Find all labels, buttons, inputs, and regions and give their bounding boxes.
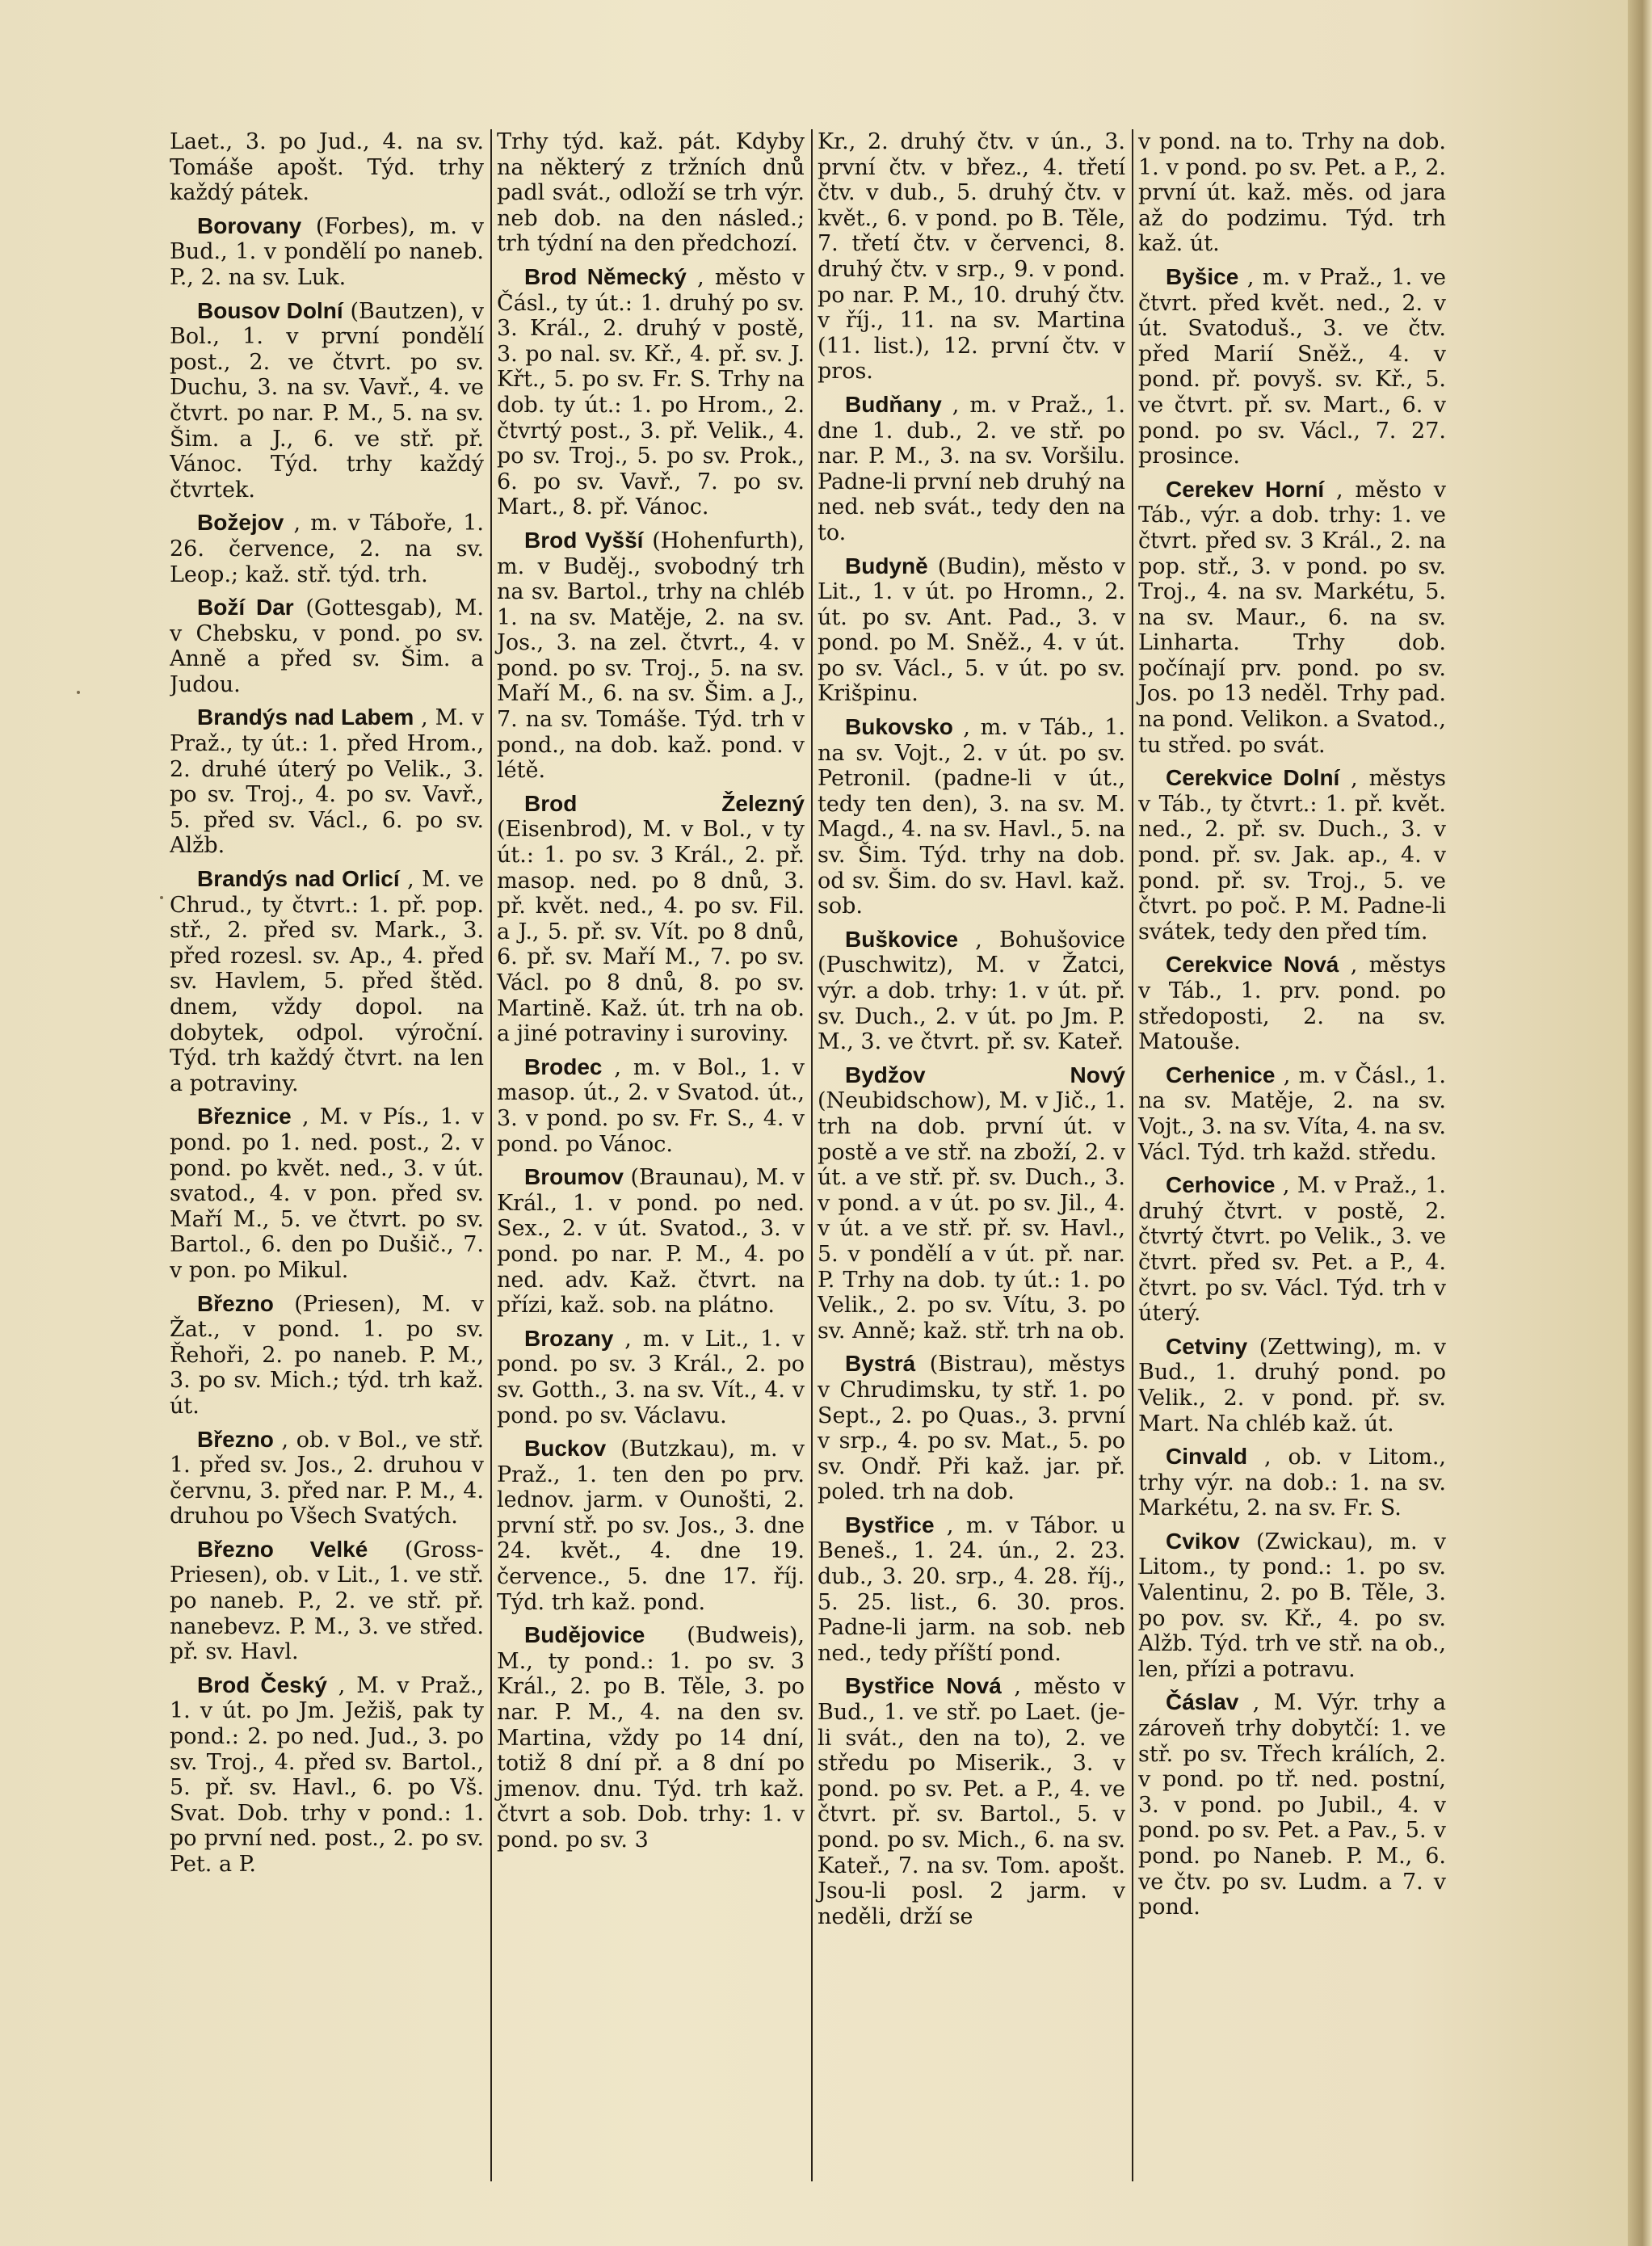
entry-text: , městys v Táb., 1. prv. pond. po středoposti, 2. na sv. Matouše.: [1138, 953, 1447, 1055]
market-entry: [1138, 477, 1446, 759]
market-entry: [170, 595, 484, 697]
entry-headword: Cetviny: [1166, 1333, 1248, 1359]
entry-headword: Byšice: [1166, 263, 1239, 289]
entry-text: , M. Výr. trhy a zároveň trhy dobytčí: 1. ve stř. po sv. Třech králích, 2. v pond. po tř. ned. postní, 3. v pond. po Jubil., 4. v pond. po sv. Pet. a Pav., 5. v pond. po Naneb. P. M., 6. ve čtv. po sv. Ludm. a 7. v pond.: [1138, 1690, 1446, 1920]
entry-headword: Brod Vyšší: [524, 527, 644, 553]
entry-text: (Gottesgab), M. v Chebsku, v pond. po sv. Anně a před sv. Šim. a Judou.: [170, 595, 484, 697]
page-edge: [1628, 0, 1652, 2246]
entry-headword: Čáslav: [1166, 1689, 1239, 1715]
market-entry: [170, 1672, 484, 1878]
entry-headword: Cerhovice: [1166, 1172, 1276, 1198]
entry-headword: Cerekev Horní: [1166, 476, 1325, 502]
column-1: [170, 129, 490, 2181]
entry-headword: Březno Velké: [197, 1536, 368, 1562]
paper-speck: [160, 896, 163, 899]
market-entry: [170, 213, 484, 291]
market-entry: [818, 714, 1125, 919]
entry-text: , městys v Táb., ty čtvrt.: 1. př. květ. ned., 2. př. sv. Duch., 3. v pond. př. sv. Jak. ap., 4. v pond. př. sv. Troj., 5. ve čtvrt. po poč. P. M. Padne-li svátek, tedy den před tím.: [1138, 766, 1446, 944]
entry-headword: Božejov: [197, 510, 284, 536]
entry-headword: Brandýs nad Labem: [197, 705, 414, 730]
entry-headword: Borovany: [197, 212, 302, 238]
entry-text: (Hohenfurth), m. v Buděj., svobodný trh na sv. Bartol., trhy na chléb 1. na sv. Matěje, 2. na sv. Jos., 3. na zel. čtvrt., 4. v pond. po sv. Troj., 5. na sv. Maří M., 6. na sv. Šim. a J., 7. na sv. Tomáše. Týd. trh v pond., na dob. kaž. pond. v létě.: [497, 528, 805, 784]
market-entry: [1138, 1334, 1446, 1436]
market-entry: [170, 1104, 484, 1283]
market-entry: [818, 129, 1125, 385]
entry-text: , m. v Tábor. u Beneš., 1. 24. ún., 2. 23. dub., 3. 20. srp., 4. 28. říj., 5. 25. list., 6. 30. pros. Padne-li jarm. na sob. neb ned., tedy příští pond.: [818, 1512, 1125, 1666]
entry-text: (Braunau), M. v Král., 1. v pond. po ned. Sex., 2. v út. Svatod., 3. v pond. po nar. P. M., 4. po ned. adv. Kaž. čtvrt. na přízi, kaž. sob. na plátno.: [497, 1165, 805, 1319]
entry-text: , M. ve Chrud., ty čtvrt.: 1. př. pop. stř., 2. před sv. Mark., 3. před rozesl. sv. Ap., 4. před sv. Havlem, 5. před štěd. dnem, vždy dopol. na dobytek, odpol. výroční. Týd. trh každý čtvrt. na len a potraviny.: [170, 867, 484, 1096]
entry-text: (Zwickau), m. v Litom., ty pond.: 1. po sv. Valentinu, 2. po B. Těle, 3. po pov. sv. Kř., 4. po sv. Alžb. Týd. trh ve stř. na ob., len, přízi a potravu.: [1138, 1529, 1446, 1682]
entry-headword: Broumov: [524, 1164, 624, 1190]
entry-headword: Cerekvice Nová: [1166, 952, 1339, 978]
entry-headword: Brod Český: [197, 1672, 327, 1697]
entry-headword: Budňany: [845, 391, 942, 417]
entry-text: , město v Táb., výr. a dob. trhy: 1. ve čtvrt. před sv. 3 Král., 2. na pop. stř., 3. v pond. po sv. Troj., 4. na sv. Markétu, 5. na sv. Maur., 6. na sv. Linharta. Trhy dob. počínají prv. pond. po sv. Jos. po 13 neděl. Trhy pad. na pond. Velikon. a Svatod., tu střed. po svát.: [1138, 477, 1446, 758]
entry-headword: Budyně: [845, 553, 928, 578]
entry-text: (Priesen), M. v Žat., v pond. 1. po sv. Řehoři, 2. po naneb. P. M., 3. po sv. Mich.; týd. trh kaž. út.: [170, 1291, 484, 1419]
entry-text: , m. v Lit., 1. v pond. po sv. 3 Král., 2. po sv. Gotth., 3. na sv. Vít., 4. v pond. po sv. Václavu.: [497, 1326, 805, 1428]
entry-text: , m. v Bol., 1. v masop. út., 2. v Svatod. út., 3. v pond. po sv. Fr. S., 4. v pond. po Vánoc.: [497, 1054, 805, 1157]
entry-headword: Bydžov Nový: [845, 1062, 1125, 1087]
market-entry: [170, 1537, 484, 1665]
column-3: [811, 129, 1132, 2181]
market-entry: [497, 1436, 805, 1615]
entry-headword: Bystřice Nová: [845, 1673, 1002, 1699]
entry-headword: Brod Železný: [524, 790, 805, 816]
entry-text: , M. v Pís., 1. v pond. po 1. ned. post., 2. v pond. po květ. ned., 3. v út. svatod., 4. v pon. před sv. Maří M., 5. ve čtvrt. po sv. Bartol., 6. den po Dušič., 7. v pon. po Mikul.: [170, 1104, 484, 1283]
market-entry: [170, 866, 484, 1096]
entry-headword: Buckov: [524, 1436, 607, 1462]
market-entry: [497, 1054, 805, 1157]
entry-headword: Cinvald: [1166, 1444, 1248, 1470]
entry-headword: Bousov Dolní: [197, 297, 343, 323]
entry-text: , M. v Praž., 1. druhý čtvrt. v postě, 2. čtvrtý čtvrt. po Velik., 3. ve čtvrt. před sv. Pet. a P., 4. čtvrt. po sv. Václ. Týd. trh v úterý.: [1138, 1173, 1447, 1327]
entry-text: Kr., 2. druhý čtv. v ún., 3. první čtv. v břez., 4. třetí čtv. v dub., 5. druhý čtv. v květ., 6. v pond. po B. Těle, 7. třetí čtv. v červenci, 8. druhý čtv. v srp., 9. v pond. po nar. P. M., 10. druhý čtv. v říj., 11. na sv. Martina (11. list.), 12. první čtv. v pros.: [818, 129, 1125, 385]
entry-text: (Bautzen), v Bol., 1. v první pondělí post., 2. ve čtvrt. po sv. Duchu, 3. na sv. Vavř., 4. ve čtvrt. po nar. P. M., 5. na sv. Šim. a J., 6. ve stř. př. Vánoc. Týd. trhy každý čtvrtek.: [170, 298, 484, 503]
entry-text: , m. v Praž., 1. dne 1. dub., 2. ve stř. po nar. P. M., 3. na sv. Voršilu. Padne-li první neb druhý na ned. neb svát., tedy den na to.: [818, 392, 1125, 545]
market-entry: [170, 705, 484, 859]
entry-text: , m. v Táb., 1. na sv. Vojt., 2. v út. po sv. Petronil. (padne-li v út., tedy ten den), 3. na sv. M. Magd., 4. na sv. Havl., 5. na sv. Šim. Týd. trhy na dob. od sv. Šim. do sv. Havl. kaž. sob.: [818, 715, 1125, 919]
entry-headword: Březno: [197, 1290, 274, 1316]
column-4: [1132, 129, 1452, 2181]
entry-text: , ob. v Litom., trhy výr. na dob.: 1. na sv. Markétu, 2. na sv. Fr. S.: [1138, 1445, 1446, 1521]
entry-text: , město v Čásl., ty út.: 1. druhý po sv. 3. Král., 2. druhý v postě, 3. po nal. sv. Kř., 4. př. sv. J. Křt., 5. po sv. Fr. S. Trhy na dob. ty út.: 1. po Hrom., 2. čtvrtý post., 3. př. Velik., 4. po sv. Troj., 5. po sv. Prok., 6. po sv. Vavř., 7. po sv. Mart., 8. př. Vánoc.: [497, 264, 805, 520]
entry-text: v pond. na to. Trhy na dob. 1. v pond. po sv. Pet. a P., 2. první út. kaž. měs. od jara až do podzimu. Týd. trh kaž. út.: [1138, 129, 1446, 257]
entry-headword: Budějovice: [524, 1622, 645, 1648]
text-columns: [170, 129, 1454, 2181]
entry-headword: Cerhenice: [1166, 1062, 1276, 1087]
market-entry: [1138, 1062, 1446, 1165]
entry-headword: Bystřice: [845, 1512, 935, 1537]
market-entry: [1138, 1172, 1446, 1327]
market-entry: [1138, 765, 1446, 944]
market-entry: [497, 791, 805, 1047]
entry-text: (Budweis), M., ty pond.: 1. po sv. 3 Král., 2. po B. Těle, 3. po nar. P. M., 4. na den sv. Martina, vždy po 14 dní, totiž 8 dní př. a 8 dní po jmenov. dnu. Týd. trh kaž. čtvrt a sob. Dob. trhy: 1. v pond. po sv. 3: [497, 1623, 805, 1853]
entry-text: Laet., 3. po Jud., 4. na sv. Tomáše apošt. Týd. trhy každý pátek.: [170, 129, 484, 206]
entry-text: (Butzkau), m. v Praž., 1. ten den po prv. lednov. jarm. v Ounošti, 2. první stř. po sv. Jos., 3. dne 24. květ., 4. dne 19. července., 5. dne 17. říj. Týd. trh kaž. pond.: [497, 1436, 805, 1615]
entry-text: (Zettwing), m. v Bud., 1. druhý pond. po Velik., 2. v pond. př. sv. Mart. Na chléb kaž. út.: [1138, 1334, 1446, 1436]
entry-text: (Gross-Priesen), ob. v Lit., 1. ve stř. po naneb. P., 2. ve stř. př. nanebevz. P. M., 3. ve střed. př. sv. Havl.: [170, 1537, 484, 1665]
entry-headword: Bystrá: [845, 1351, 916, 1377]
entry-headword: Boží Dar: [197, 595, 294, 620]
market-entry: [497, 264, 805, 520]
market-entry: [1138, 1529, 1446, 1683]
market-entry: [1138, 264, 1446, 469]
market-entry: [1138, 1444, 1446, 1521]
entry-text: , Bohušovice (Puschwitz), M. v Žatci, výr. a dob. trhy: 1. v út. př. sv. Duch., 2. v út. po Jm. P. M., 3. ve čtvrt. př. sv. Kateř.: [818, 927, 1125, 1055]
entry-text: , m. v Táboře, 1. 26. července, 2. na sv. Leop.; kaž. stř. týd. trh.: [170, 511, 484, 587]
market-entry: [170, 510, 484, 587]
entry-text: (Forbes), m. v Bud., 1. v pondělí po naneb. P., 2. na sv. Luk.: [170, 213, 484, 290]
market-entry: [818, 1512, 1125, 1667]
entry-headword: Březnice: [197, 1104, 292, 1129]
entry-headword: Bukovsko: [845, 714, 953, 740]
entry-headword: Cerekvice Dolní: [1166, 765, 1340, 791]
market-entry: [818, 553, 1125, 708]
entry-headword: Brozany: [524, 1325, 614, 1351]
market-entry: [818, 392, 1125, 546]
market-entry: [170, 298, 484, 503]
entry-headword: Brodec: [524, 1054, 603, 1079]
market-entry: [170, 129, 484, 206]
column-2: [490, 129, 811, 2181]
entry-text: (Budin), město v Lit., 1. v út. po Hromn., 2. út. po sv. Ant. Pad., 3. v pond. po M. Sněž., 4. v út. po sv. Václ., 5. v út. po sv. Krišpinu.: [818, 553, 1125, 707]
market-entry: [497, 1622, 805, 1853]
entry-headword: Brod Německý: [524, 263, 687, 289]
entry-headword: Brandýs nad Orlicí: [197, 866, 400, 892]
market-entry: [1138, 952, 1446, 1054]
market-entry: [818, 1351, 1125, 1505]
entry-text: (Bistrau), městys v Chrudimsku, ty stř. 1. po Sept., 2. po Quas., 3. první v srp., 4. po sv. Mat., 5. po sv. Ondř. Při kaž. jar. př. poled. trh na dob.: [818, 1352, 1125, 1505]
market-entry: [1138, 129, 1446, 257]
entry-text: (Neubidschow), M. v Jič., 1. trh na dob. první út. v postě a ve stř. na zboží, 2. v út. a ve stř. př. sv. Duch., 3. v pond. a v út. po sv. Jil., 4. v út. a ve stř. př. sv. Havl., 5. v pondělí a v út. př. nar. P. Trhy na dob. ty út.: 1. po Velik., 2. po sv. Vítu, 3. po sv. Anně; kaž. stř. trh na ob.: [818, 1088, 1125, 1344]
market-entry: [170, 1291, 484, 1420]
entry-text: , m. v Čásl., 1. na sv. Matěje, 2. na sv. Vojt., 3. na sv. Víta, 4. na sv. Václ. Týd. trh každ. středu.: [1138, 1062, 1446, 1165]
market-entry: [1138, 1689, 1446, 1920]
entry-text: , m. v Praž., 1. ve čtvrt. před květ. ned., 2. v út. Svatoduš., 3. ve čtv. před Marií Sněž., 4. v pond. př. povyš. sv. Kř., 5. ve čtvrt. př. sv. Mart., 6. v pond. po sv. Václ., 7. 27. prosince.: [1138, 264, 1446, 469]
paper-speck: [77, 691, 80, 694]
market-entry: [170, 1427, 484, 1529]
market-entry: [497, 1326, 805, 1428]
entry-text: (Eisenbrod), M. v Bol., v ty út.: 1. po sv. 3 Král., 2. př. masop. ned. po 8 dnů, 3. př. květ. ned., 4. po sv. Fil. a J., 5. př. sv. Vít. po 8 dnů, 6. př. sv. Maří M., 7. po sv. Václ. po 8 dnů, 8. po sv. Martině. Kaž. út. trh na ob. a jiné potraviny i suroviny.: [497, 817, 805, 1047]
market-entry: [818, 1062, 1125, 1344]
entry-text: , M. v Praž., 1. v út. po Jm. Ježiš, pak ty pond.: 2. po ned. Jud., 3. po sv. Troj., 4. před sv. Bartol., 5. př. sv. Havl., 6. po Vš. Svat. Dob. trhy v pond.: 1. po první ned. post., 2. po sv. Pet. a P.: [170, 1672, 484, 1877]
market-entry: [818, 1673, 1125, 1929]
entry-text: , město v Bud., 1. ve stř. po Laet. (je-li svát., den na to), 2. ve středu po Miserik., 3. v pond. po sv. Pet. a P., 4. ve čtvrt. př. sv. Bartol., 5. v pond. po sv. Mich., 6. na sv. Kateř., 7. na sv. Tom. apošt. Jsou-li posl. 2 jarm. v neděli, drží se: [818, 1674, 1125, 1929]
market-entry: [497, 528, 805, 784]
entry-headword: Buškovice: [845, 926, 959, 952]
entry-text: Trhy týd. kaž. pát. Kdyby na některý z tržních dnů padl svát., odloží se trh výr. neb dob. na den násled.; trh týdní na den předchozí.: [497, 129, 805, 257]
entry-headword: Březno: [197, 1426, 274, 1452]
entry-headword: Cvikov: [1166, 1528, 1240, 1554]
entry-text: , M. v Praž., ty út.: 1. před Hrom., 2. druhé úterý po Velik., 3. po sv. Troj., 4. po sv. Vavř., 5. před sv. Václ., 6. po sv. Alžb.: [170, 705, 484, 859]
entry-text: , ob. v Bol., ve stř. 1. před sv. Jos., 2. druhou v červnu, 3. před nar. P. M., 4. druhou po Všech Svatých.: [170, 1427, 484, 1529]
market-entry: [497, 1164, 805, 1319]
market-entry: [818, 927, 1125, 1055]
market-entry: [497, 129, 805, 257]
